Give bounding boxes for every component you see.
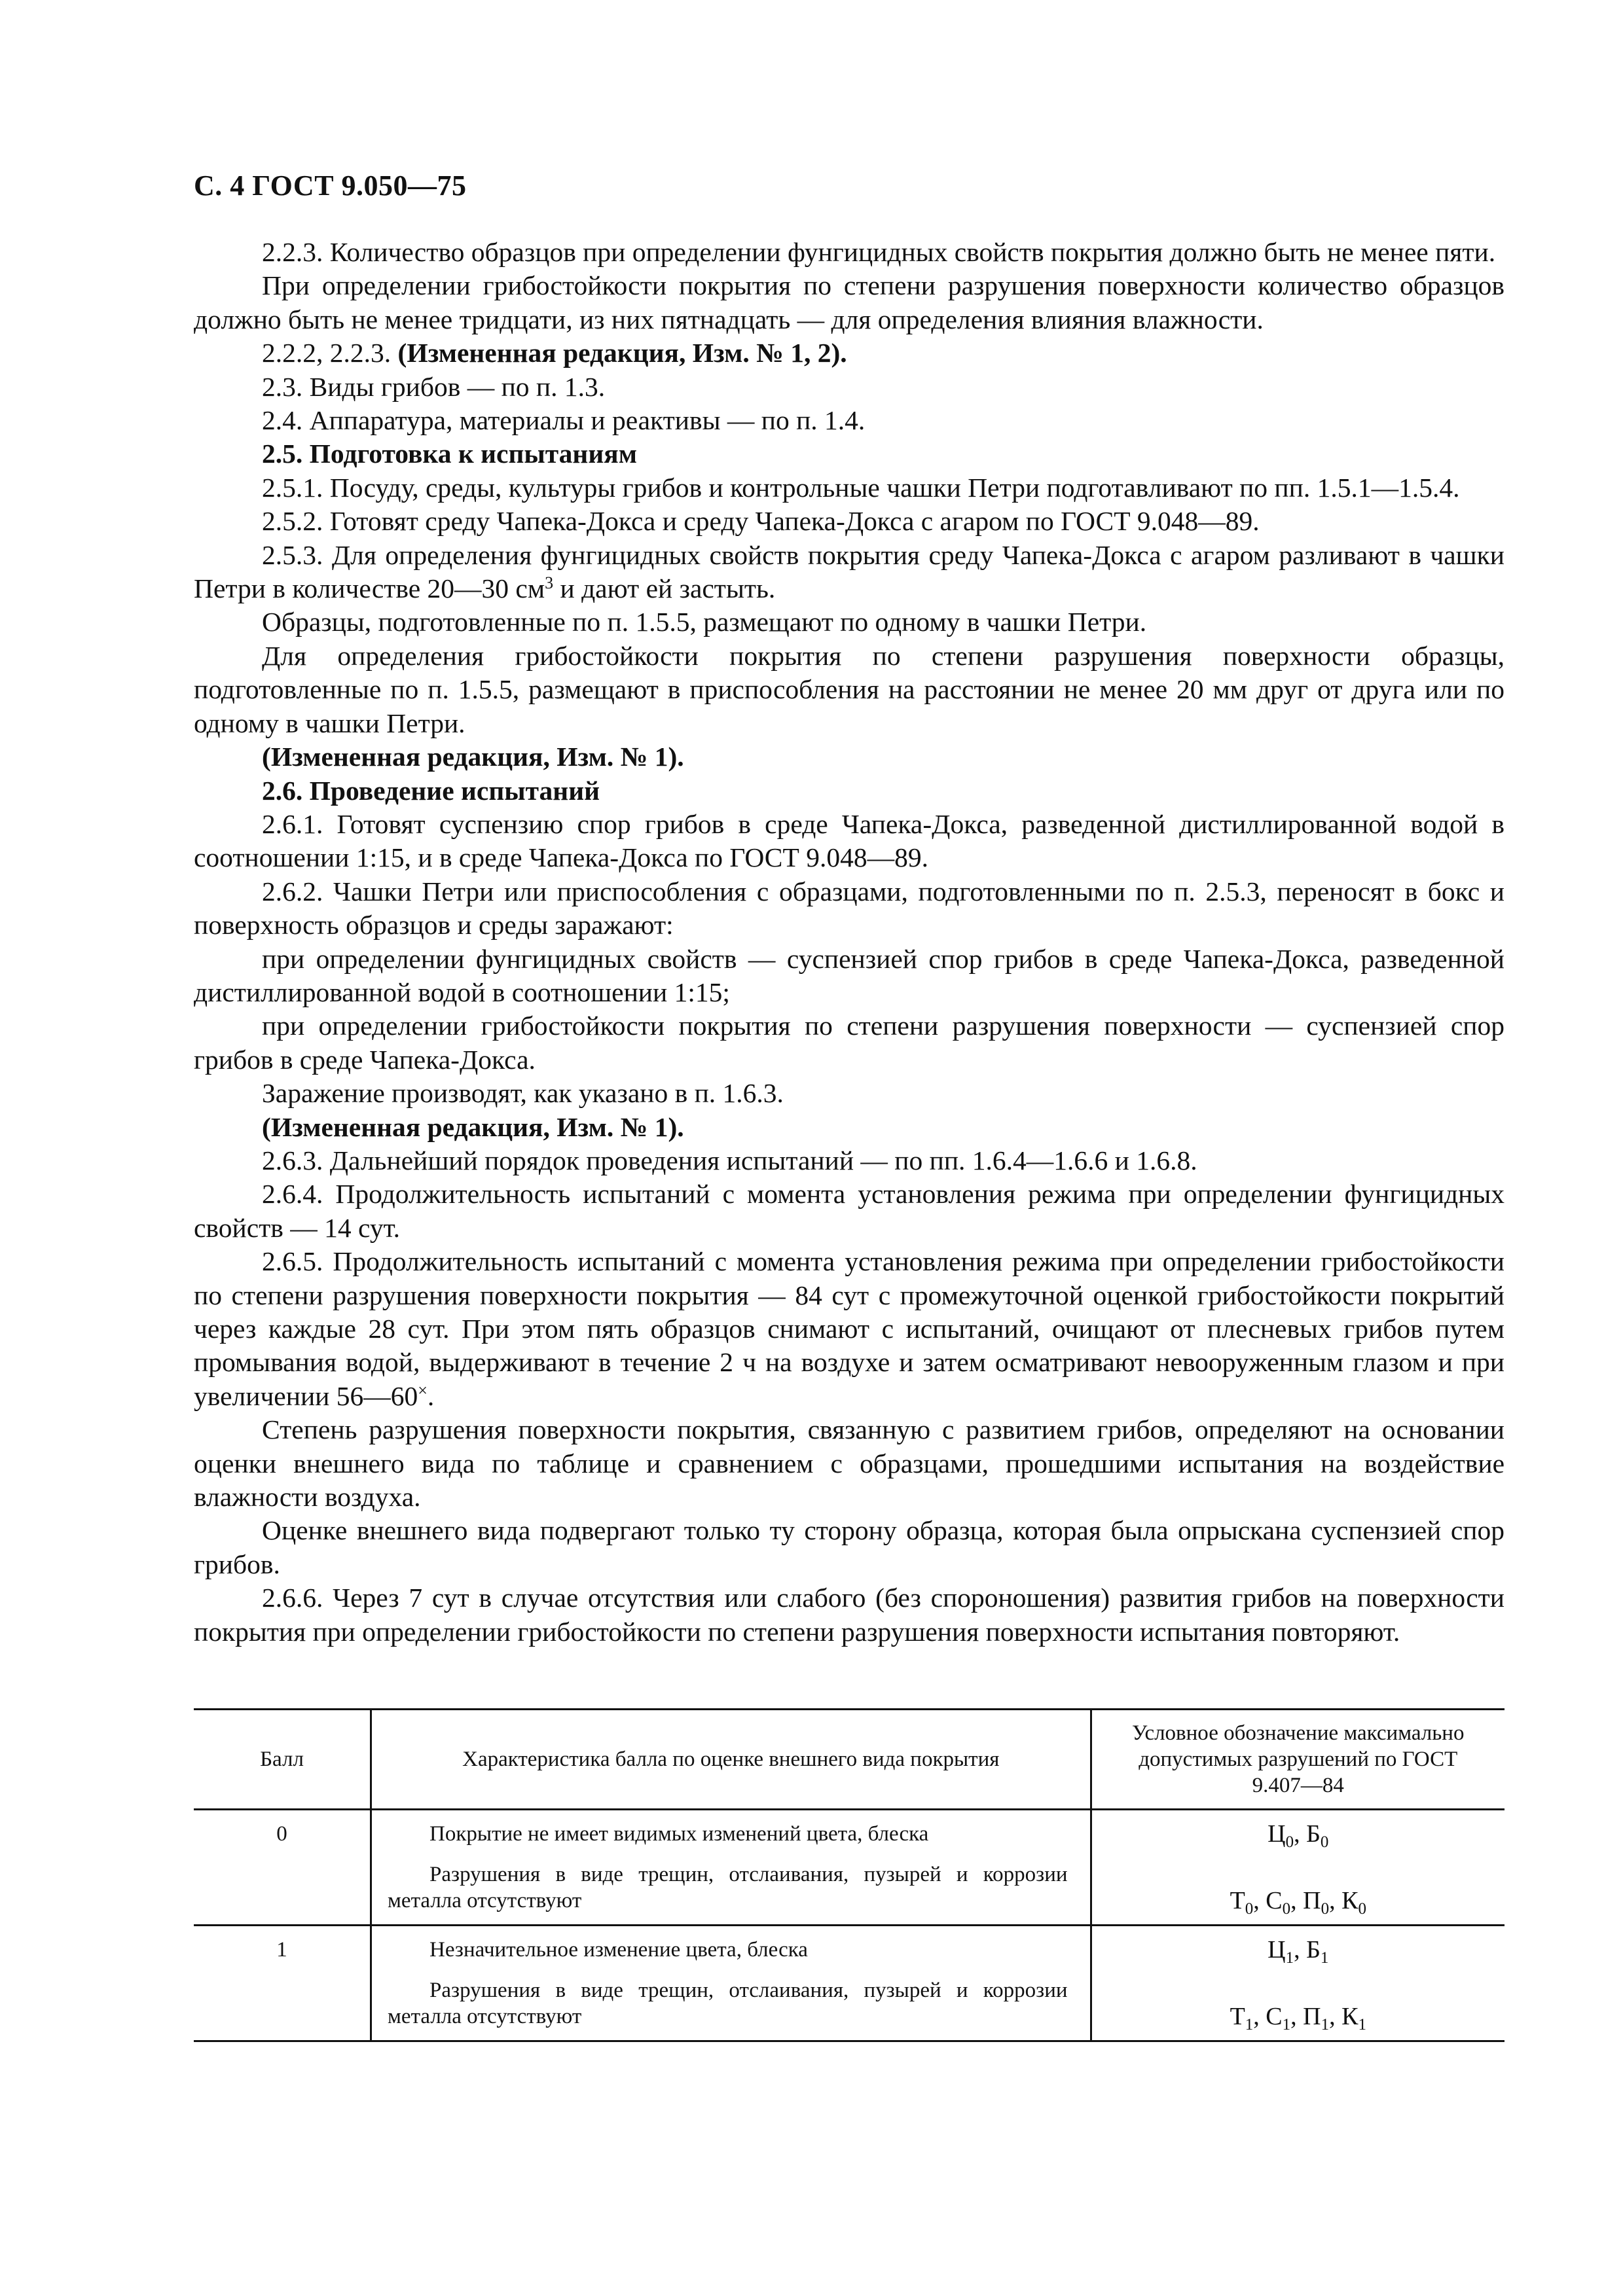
paragraph: При определении грибостойкости покрытия по степени разрушения поверхности количество образцов должно быть не менее тридцати, из них пятнадцать — для определения влияния влажности.: [194, 270, 1504, 334]
paragraph: 2.6.3. Дальнейший порядок проведения испытаний — по пп. 1.6.4—1.6.6 и 1.6.8.: [262, 1145, 1197, 1175]
table-row: [194, 1926, 1504, 1964]
designation-index: 0: [1285, 1833, 1294, 1851]
designation-symbol: $С_0$: [1266, 1887, 1291, 1918]
designation-symbol: $К_1$: [1341, 2003, 1366, 2034]
designation-index: 0: [1320, 1833, 1329, 1851]
designation-symbol: $С_1$: [1266, 2003, 1291, 2034]
paragraph: 2.6.4. Продолжительность испытаний с момента установления режима при определении фунгицидных свойств — 14 сут.: [194, 1179, 1504, 1243]
amendment-note: (Измененная редакция, Изм. № 1).: [262, 1111, 684, 1142]
superscript: 3: [545, 573, 554, 593]
designation-symbol: $П_0$: [1303, 1887, 1330, 1918]
amendment-note: (Измененная редакция, Изм. № 1).: [262, 742, 684, 772]
designation-cell: $Ц_0$, $Б_0$: [1267, 1820, 1329, 1851]
designation-index: 0: [1245, 1900, 1254, 1918]
paragraph: [194, 336, 1504, 370]
paragraph: 2.3. Виды грибов — по п. 1.3.: [262, 371, 606, 402]
score-cell: 0: [194, 1810, 371, 1848]
designation-symbol: $Т_0$: [1230, 1887, 1254, 1918]
designation-cell: $Т_0$, $С_0$, $П_0$, $К_0$: [1230, 1887, 1366, 1918]
paragraph: 2.4. Аппаратура, материалы и реактивы — по п. 1.4.: [262, 405, 866, 436]
description-cell: Покрытие не имеет видимых изменений цвета, блеска: [429, 1822, 929, 1846]
superscript: ×: [418, 1380, 428, 1400]
designation-symbol: $П_1$: [1303, 2003, 1330, 2034]
table-row: [194, 1963, 1504, 2041]
designation-index: 1: [1245, 2016, 1254, 2034]
paragraph: 2.6.5. Продолжительность испытаний с момента установления режима при определении грибостойкости по степени разрушения поверхности покрытия — 84 сут с промежуточной оценкой грибостойкости покрытий через каждые 28 сут. При этом пять образцов снимают с испытаний, очищают от плесневых грибов путем промывания водой, выдерживают в течение 2 ч на воздухе и затем осматривают невооруженным глазом и при увеличении 56—60×.: [194, 1246, 1504, 1411]
paragraph: 2.2.3. Количество образцов при определении фунгицидных свойств покрытия должно быть не менее пяти.: [262, 237, 1496, 267]
designation-index: 1: [1358, 2016, 1366, 2034]
table-header-row: [194, 1710, 1504, 1810]
designation-symbol: $Б_1$: [1306, 1936, 1329, 1967]
score-cell: 1: [194, 1926, 371, 1964]
paragraph: при определении фунгицидных свойств — суспензией спор грибов в среде Чапека-Докса, разведенной дистиллированной водой в соотношении 1:15;: [194, 943, 1504, 1007]
paragraph: 2.5.2. Готовят среду Чапека-Докса и среду Чапека-Докса с агаром по ГОСТ 9.048—89.: [262, 506, 1260, 537]
paragraph: 2.6.6. Через 7 сут в случае отсутствия или слабого (без спороношения) развития грибов на поверхности покрытия при определении грибостойкости по степени разрушения поверхности испытания повторяют.: [194, 1583, 1504, 1647]
paragraph: Заражение производят, как указано в п. 1.6.3.: [262, 1078, 784, 1109]
designation-index: 1: [1320, 1949, 1329, 1967]
paragraph: Для определения грибостойкости покрытия по степени разрушения поверхности образцы, подготовленные по п. 1.5.5, размещают в приспособления на расстоянии не менее 20 мм друг от друга или по одному в чашки Петри.: [194, 640, 1504, 738]
column-header-designation: Условное обозначение максимально допустимых разрушений по ГОСТ 9.407—84: [1091, 1710, 1504, 1810]
designation-cell: $Т_1$, $С_1$, $П_1$, $К_1$: [1230, 2003, 1366, 2034]
paragraph: Оценке внешнего вида подвергают только ту сторону образца, которая была опрыскана суспензией спор грибов.: [194, 1515, 1504, 1579]
rating-table: [194, 1708, 1504, 2042]
column-header-score: Балл: [194, 1710, 371, 1810]
paragraph: Образцы, подготовленные по п. 1.5.5, размещают по одному в чашки Петри.: [262, 607, 1147, 637]
paragraph: при определении грибостойкости покрытия по степени разрушения поверхности — суспензией спор грибов в среде Чапека-Докса.: [194, 1011, 1504, 1075]
description-cell: Разрушения в виде трещин, отслаивания, пузырей и коррозии металла отсутствуют: [388, 1863, 1068, 1912]
paragraph: 2.6.1. Готовят суспензию спор грибов в среде Чапека-Докса, разведенной дистиллированной водой в соотношении 1:15, и в среде Чапека-Докса по ГОСТ 9.048—89.: [194, 808, 1504, 873]
designation-symbol: $Ц_1$: [1267, 1936, 1294, 1967]
clause-number: 2.2.2, 2.2.3.: [262, 338, 392, 368]
column-header-description: Характеристика балла по оценке внешнего вида покрытия: [371, 1710, 1091, 1810]
section-heading: 2.5. Подготовка к испытаниям: [262, 439, 637, 469]
designation-index: 1: [1321, 2016, 1330, 2034]
amendment-note: (Измененная редакция, Изм. № 1, 2).: [397, 338, 847, 368]
page-header: С. 4 ГОСТ 9.050—75: [194, 170, 467, 202]
designation-index: 0: [1358, 1900, 1366, 1918]
designation-symbol: $Т_1$: [1230, 2003, 1254, 2034]
designation-index: 0: [1321, 1900, 1330, 1918]
section-heading: 2.6. Проведение испытаний: [262, 775, 600, 806]
table-row: [194, 1810, 1504, 1848]
table-row: [194, 1847, 1504, 1926]
designation-index: 0: [1282, 1900, 1291, 1918]
designation-cell: $Ц_1$, $Б_1$: [1267, 1936, 1329, 1967]
designation-index: 1: [1285, 1949, 1294, 1967]
designation-symbol: $Б_0$: [1306, 1820, 1329, 1851]
paragraph: 2.6.2. Чашки Петри или приспособления с образцами, подготовленными по п. 2.5.3, переносят в бокс и поверхность образцов и среды заражают:: [194, 876, 1504, 941]
paragraph: 2.5.1. Посуду, среды, культуры грибов и контрольные чашки Петри подготавливают по пп. 1.5.1—1.5.4.: [262, 472, 1460, 503]
description-cell: Разрушения в виде трещин, отслаивания, пузырей и коррозии металла отсутствуют: [388, 1979, 1068, 2028]
designation-symbol: $К_0$: [1341, 1887, 1366, 1918]
paragraph: 2.5.3. Для определения фунгицидных свойств покрытия среду Чапека-Докса с агаром разливают в чашки Петри в количестве 20—30 $см^3$ и дают ей застыть.: [194, 539, 1504, 604]
document-body: [194, 236, 1504, 1649]
designation-index: 1: [1282, 2016, 1291, 2034]
description-cell: Незначительное изменение цвета, блеска: [429, 1938, 808, 1962]
paragraph: Степень разрушения поверхности покрытия, связанную с развитием грибов, определяют на основании оценки внешнего вида по таблице и сравнением с образцами, прошедшими испытания на воздействие влажности воздуха.: [194, 1414, 1504, 1513]
rating-table-container: [194, 1708, 1504, 2042]
designation-symbol: $Ц_0$: [1267, 1820, 1294, 1851]
